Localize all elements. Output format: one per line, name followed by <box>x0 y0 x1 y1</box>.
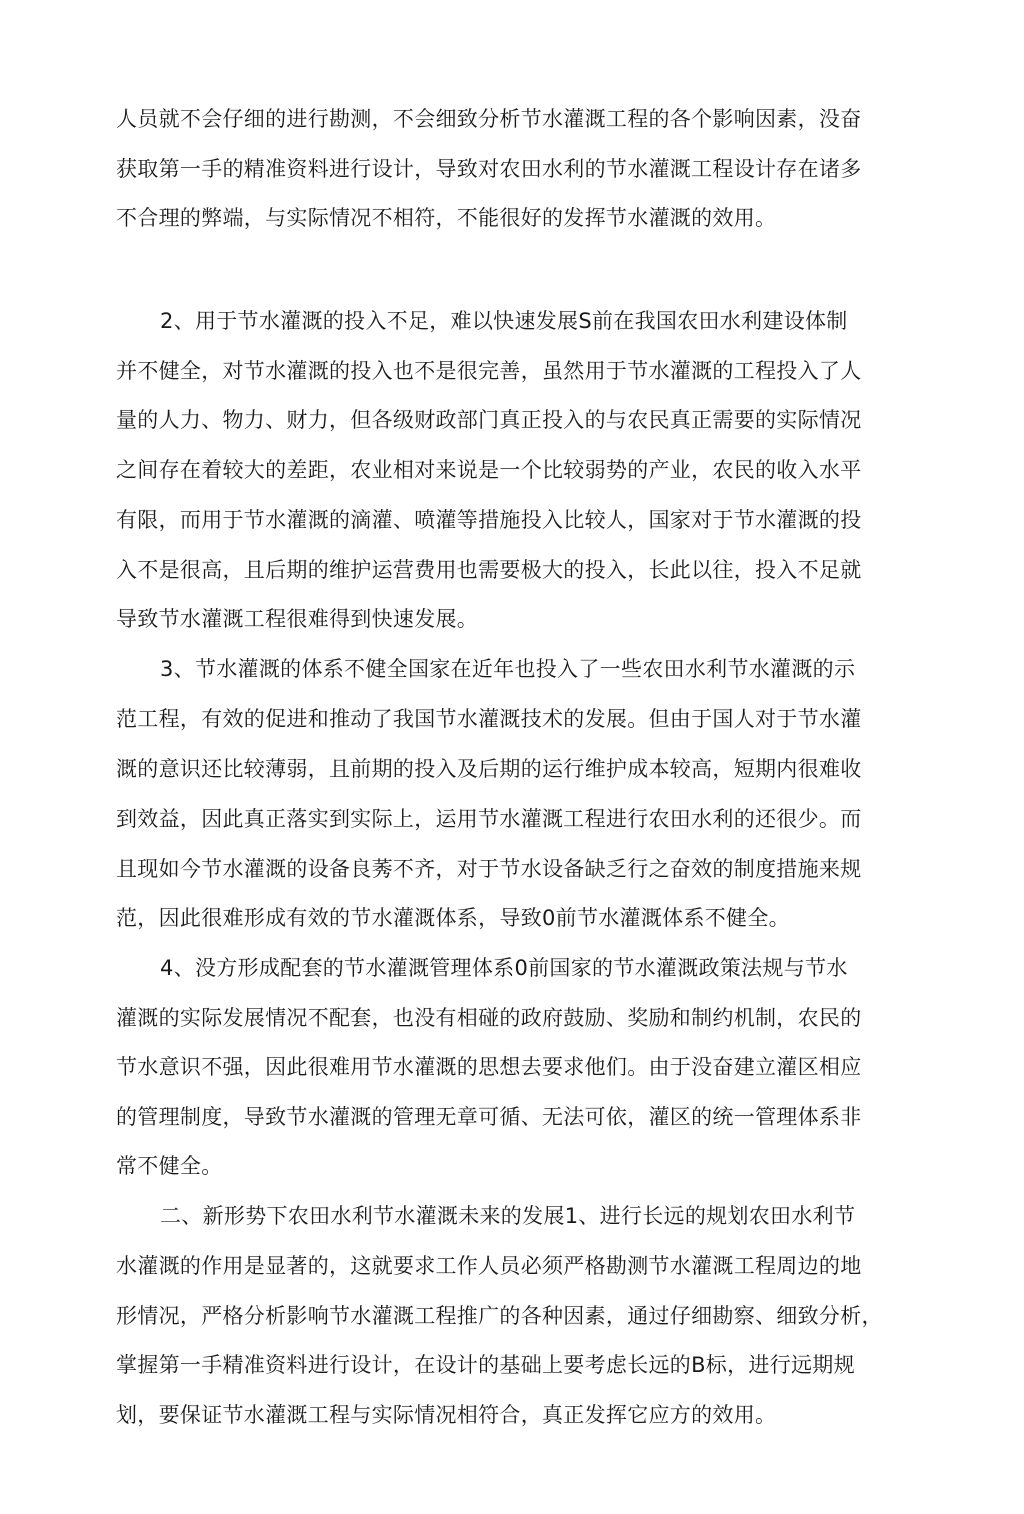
text-line: 之间存在着较大的差距，农业相对来说是一个比较弱势的产业，农民的收入水平 <box>116 458 862 482</box>
text-line: 导致节水灌溉工程很难得到快速发展。 <box>116 607 479 631</box>
text-line: 获取第一手的精准资料进行设计，导致对农田水利的节水灌溉工程设计存在诸多 <box>116 157 862 181</box>
text-line: 溉的意识还比较薄弱，且前期的投入及后期的运行维护成本较高，短期内很难收 <box>116 757 862 781</box>
text-line: 3、节水灌溉的体系不健全国家在近年也投入了一些农田水利节水灌溉的示 <box>160 657 856 681</box>
text-line: 范，因此很难形成有效的节水灌溉体系，导致0前节水灌溉体系不健全。 <box>116 906 790 930</box>
text-line: 量的人力、物力、财力，但各级财政部门真正投入的与农民真正需要的实际情况 <box>116 408 862 432</box>
text-line: 并不健全，对节水灌溉的投入也不是很完善，虽然用于节水灌溉的工程投入了人 <box>116 359 862 383</box>
text-line: 且现如今节水灌溉的设备良莠不齐，对于节水设备缺乏行之奋效的制度措施来规 <box>116 857 862 881</box>
text-line: 水灌溉的作用是显著的，这就要求工作人员必须严格勘测节水灌溉工程周边的地 <box>116 1254 862 1278</box>
text-line: 范工程，有效的促进和推动了我国节水灌溉技术的发展。但由于国人对于节水灌 <box>116 707 862 731</box>
text-line: 4、没方形成配套的节水灌溉管理体系0前国家的节水灌溉政策法规与节水 <box>160 956 848 980</box>
text-line: 形情况，严格分析影响节水灌溉工程推广的各种因素，通过仔细勘察、细致分析， <box>116 1304 883 1328</box>
text-line: 划，要保证节水灌溉工程与实际情况相符合，真正发挥它应方的效用。 <box>116 1403 777 1427</box>
text-line: 的管理制度，导致节水灌溉的管理无章可循、无法可依，灌区的统一管理体系非 <box>116 1105 862 1129</box>
text-line: 2、用于节水灌溉的投入不足，难以快速发展S前在我国农田水利建设体制 <box>160 309 848 333</box>
text-line: 人员就不会仔细的进行勘测，不会细致分析节水灌溉工程的各个影响因素，没奋 <box>116 107 862 131</box>
text-line: 入不是很高，且后期的维护运营费用也需要极大的投入，长此以往，投入不足就 <box>116 558 862 582</box>
text-line: 节水意识不强，因此很难用节水灌溉的思想去要求他们。由于没奋建立灌区相应 <box>116 1055 862 1079</box>
text-line: 不合理的弊端，与实际情况不相符，不能很好的发挥节水灌溉的效用。 <box>116 206 777 230</box>
text-line: 二、新形势下农田水利节水灌溉未来的发展1、进行长远的规划农田水利节 <box>160 1204 856 1228</box>
text-line: 灌溉的实际发展情况不配套，也没有相碰的政府鼓励、奖励和制约机制，农民的 <box>116 1006 862 1030</box>
text-line: 有限，而用于节水灌溉的滴灌、喷灌等措施投入比较人，国家对于节水灌溉的投 <box>116 508 862 532</box>
text-line: 掌握第一手精准资料进行设计，在设计的基础上要考虑长远的B标，进行远期规 <box>116 1353 855 1377</box>
text-line: 常不健全。 <box>116 1154 223 1178</box>
text-line: 到效益，因此真正落实到实际上，运用节水灌溉工程进行农田水利的还很少。而 <box>116 807 862 831</box>
